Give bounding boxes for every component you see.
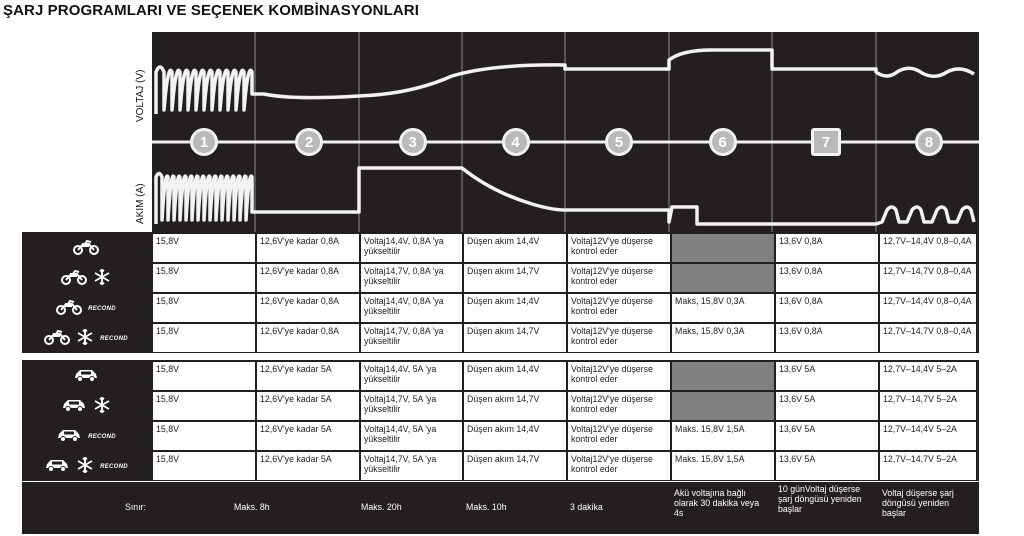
step-number-4 bbox=[502, 128, 530, 156]
car_rows-icon-row-2 bbox=[22, 392, 150, 422]
moto_rows-cell-r1-c6 bbox=[672, 234, 774, 262]
car_rows-cell-r3-c3: Voltaj14,4V, 5A 'ya yükseltilir bbox=[361, 422, 462, 450]
motorcycle-icon bbox=[61, 269, 87, 290]
step-number-3 bbox=[399, 128, 427, 156]
moto_rows-cell-r1-c3: Voltaj14,4V, 0,8A 'ya yükseltilir bbox=[361, 234, 462, 262]
car_rows-cell-r2-c2: 12,6V'ye kadar 5A bbox=[257, 392, 359, 420]
snowflake-icon bbox=[76, 456, 94, 479]
car_rows-cell-r1-c2: 12,6V'ye kadar 5A bbox=[257, 362, 359, 390]
moto_rows-cell-r3-c2: 12,6V'ye kadar 0,8A bbox=[257, 294, 359, 322]
step-number-5 bbox=[605, 128, 633, 156]
current-axis-label: AKIM (A) bbox=[135, 183, 146, 224]
step-number-label: 6 bbox=[718, 133, 727, 151]
recond-label: RECOND bbox=[88, 306, 116, 312]
step-number-6 bbox=[709, 128, 737, 156]
page-title: ŞARJ PROGRAMLARI VE SEÇENEK KOMBİNASYONLARI bbox=[3, 2, 420, 19]
car_rows-cell-r1-c4: Düşen akım 14,4V bbox=[464, 362, 566, 390]
limit-value-3: Maks. 10h bbox=[466, 502, 507, 512]
moto_rows-cell-r4-c8: 12,7V–14,7V 0,8–0,4A bbox=[880, 324, 976, 352]
step-number-label: 2 bbox=[304, 133, 314, 151]
car_rows-cell-r2-c6 bbox=[672, 392, 774, 420]
moto_rows-cell-r1-c2: 12,6V'ye kadar 0,8A bbox=[257, 234, 359, 262]
moto_rows-cell-r1-c4: Düşen akım 14,4V bbox=[464, 234, 566, 262]
moto_rows-cell-r3-c3: Voltaj14,4V, 0,8A 'ya yükseltilir bbox=[361, 294, 462, 322]
car_rows-cell-r2-c1: 15,8V bbox=[153, 392, 255, 420]
moto_rows-cell-r3-c6: Maks, 15,8V 0,3A bbox=[672, 294, 774, 322]
car_rows-cell-r4-c8: 12,7V–14,7V 5–2A bbox=[880, 452, 976, 480]
moto_rows-icon-row-3 bbox=[22, 294, 150, 324]
car_rows-cell-r3-c4: Düşen akım 14,4V bbox=[464, 422, 566, 450]
moto_rows-icon-row-1 bbox=[22, 234, 150, 264]
battery-step-7 bbox=[811, 128, 841, 156]
car_rows-cell-r2-c8: 12,7V–14,7V 5–2A bbox=[880, 392, 976, 420]
moto_rows-cell-r4-c4: Düşen akım 14,7V bbox=[464, 324, 566, 352]
moto_rows-icon-row-2 bbox=[22, 264, 150, 294]
car_rows-cell-r3-c1: 15,8V bbox=[153, 422, 255, 450]
moto_rows-cell-r1-c5: Voltaj12V'ye düşerse kontrol eder bbox=[568, 234, 670, 262]
moto_rows-cell-r3-c1: 15,8V bbox=[153, 294, 255, 322]
moto_rows-cell-r3-c5: Voltaj12V'ye düşerse kontrol eder bbox=[568, 294, 670, 322]
car_rows-cell-r1-c1: 15,8V bbox=[153, 362, 255, 390]
car-program-table bbox=[22, 360, 979, 481]
step-number-label: 8 bbox=[924, 133, 934, 151]
charge-curves bbox=[152, 32, 979, 232]
car_rows-cell-r4-c7: 13,6V 5A bbox=[776, 452, 878, 480]
moto_rows-cell-r3-c8: 12,7V–14,4V 0,8–0,4A bbox=[880, 294, 976, 322]
moto_rows-cell-r2-c4: Düşen akım 14,7V bbox=[464, 264, 566, 292]
car_rows-cell-r4-c4: Düşen akım 14,7V bbox=[464, 452, 566, 480]
snowflake-icon bbox=[76, 328, 94, 351]
car-icon bbox=[73, 367, 99, 388]
motorcycle-program-table bbox=[22, 232, 979, 353]
moto_rows-cell-r2-c5: Voltaj12V'ye düşerse kontrol eder bbox=[568, 264, 670, 292]
moto_rows-icon-row-4 bbox=[22, 324, 150, 354]
car_rows-cell-r3-c6: Maks. 15,8V 1,5A bbox=[672, 422, 774, 450]
car_rows-cell-r4-c3: Voltaj14,7V, 5A 'ya yükseltilir bbox=[361, 452, 462, 480]
limit-value-6: 10 günVoltaj düşerse şarj döngüsü yeniden başlar bbox=[778, 484, 862, 514]
car_rows-icon-row-4 bbox=[22, 452, 150, 482]
moto_rows-cell-r1-c1: 15,8V bbox=[153, 234, 255, 262]
moto_rows-cell-r4-c3: Voltaj14,7V, 0,8A 'ya yükseltilir bbox=[361, 324, 462, 352]
car_rows-cell-r2-c4: Düşen akım 14,7V bbox=[464, 392, 566, 420]
car_rows-cell-r2-c5: Voltaj12V'ye düşerse kontrol eder bbox=[568, 392, 670, 420]
car_rows-cell-r2-c7: 13,6V 5A bbox=[776, 392, 878, 420]
car_rows-cell-r3-c5: Voltaj12V'ye düşerse kontrol eder bbox=[568, 422, 670, 450]
car_rows-cell-r1-c5: Voltaj12V'ye düşerse kontrol eder bbox=[568, 362, 670, 390]
limit-value-7: Voltaj düşerse şarj döngüsü yeniden başlar bbox=[882, 488, 954, 518]
step-number-label: 1 bbox=[199, 133, 209, 151]
moto_rows-cell-r3-c4: Düşen akım 14,4V bbox=[464, 294, 566, 322]
car_rows-cell-r1-c6 bbox=[672, 362, 774, 390]
moto_rows-cell-r1-c8: 12,7V–14,4V 0,8–0,4A bbox=[880, 234, 976, 262]
moto_rows-cell-r2-c8: 12,7V–14,7V 0,8–0,4A bbox=[880, 264, 976, 292]
limit-value-5: Akü voltajına bağlı olarak 30 dakika veya 4s bbox=[674, 488, 760, 518]
recond-label: RECOND bbox=[88, 434, 116, 440]
recond-label: RECOND bbox=[100, 464, 128, 470]
moto_rows-cell-r1-c7: 13,6V 0,8A bbox=[776, 234, 878, 262]
step-number-8 bbox=[915, 128, 943, 156]
snowflake-icon bbox=[93, 396, 111, 419]
charge-graph bbox=[152, 32, 979, 232]
motorcycle-icon bbox=[44, 329, 70, 350]
car-icon bbox=[61, 397, 87, 418]
car_rows-cell-r3-c2: 12,6V'ye kadar 5A bbox=[257, 422, 359, 450]
moto_rows-cell-r2-c3: Voltaj14,7V, 0,8A 'ya yükseltilir bbox=[361, 264, 462, 292]
moto_rows-cell-r2-c1: 15,8V bbox=[153, 264, 255, 292]
recond-label: RECOND bbox=[100, 336, 128, 342]
moto_rows-cell-r4-c6: Maks, 15,8V 0,3A bbox=[672, 324, 774, 352]
limit-value-2: Maks. 20h bbox=[361, 502, 402, 512]
step-number-label: 5 bbox=[614, 133, 624, 151]
car_rows-cell-r4-c1: 15,8V bbox=[153, 452, 255, 480]
car_rows-cell-r1-c8: 12,7V–14,4V 5–2A bbox=[880, 362, 976, 390]
car_rows-cell-r3-c7: 13,6V 5A bbox=[776, 422, 878, 450]
moto_rows-cell-r2-c6 bbox=[672, 264, 774, 292]
step-number-label: 3 bbox=[408, 133, 417, 151]
car_rows-cell-r1-c3: Voltaj14,4V, 5A 'ya yükseltilir bbox=[361, 362, 462, 390]
car-icon bbox=[56, 427, 82, 448]
moto_rows-cell-r4-c5: Voltaj12V'ye düşerse kontrol eder bbox=[568, 324, 670, 352]
motorcycle-icon bbox=[56, 299, 82, 320]
moto_rows-cell-r4-c7: 13,6V 0,8A bbox=[776, 324, 878, 352]
car_rows-cell-r4-c5: Voltaj12V'ye düşerse kontrol eder bbox=[568, 452, 670, 480]
limit-value-1: Maks. 8h bbox=[234, 502, 270, 512]
car_rows-cell-r2-c3: Voltaj14,7V, 5A 'ya yükseltilir bbox=[361, 392, 462, 420]
step-number-label: 7 bbox=[821, 133, 831, 151]
step-number-2 bbox=[295, 128, 323, 156]
limits-row bbox=[22, 482, 979, 534]
moto_rows-cell-r2-c7: 13,6V 0,8A bbox=[776, 264, 878, 292]
car_rows-icon-row-3 bbox=[22, 422, 150, 452]
moto_rows-cell-r2-c2: 12,6V'ye kadar 0,8A bbox=[257, 264, 359, 292]
car_rows-cell-r4-c6: Maks. 15,8V 1,5A bbox=[672, 452, 774, 480]
car_rows-cell-r4-c2: 12,6V'ye kadar 5A bbox=[257, 452, 359, 480]
limits-label: Sınır: bbox=[125, 502, 147, 512]
moto_rows-cell-r3-c7: 13,6V 0,8A bbox=[776, 294, 878, 322]
moto_rows-cell-r4-c2: 12,6V'ye kadar 0,8A bbox=[257, 324, 359, 352]
snowflake-icon bbox=[93, 268, 111, 291]
step-number-label: 4 bbox=[511, 133, 520, 151]
voltage-axis-label: VOLTAJ (V) bbox=[135, 69, 146, 122]
motorcycle-icon bbox=[73, 239, 99, 260]
moto_rows-cell-r4-c1: 15,8V bbox=[153, 324, 255, 352]
car_rows-cell-r1-c7: 13,6V 5A bbox=[776, 362, 878, 390]
step-number-1 bbox=[190, 128, 218, 156]
limit-value-4: 3 dakika bbox=[570, 502, 603, 512]
car-icon bbox=[44, 457, 70, 478]
car_rows-cell-r3-c8: 12,7V–14,4V 5–2A bbox=[880, 422, 976, 450]
car_rows-icon-row-1 bbox=[22, 362, 150, 392]
